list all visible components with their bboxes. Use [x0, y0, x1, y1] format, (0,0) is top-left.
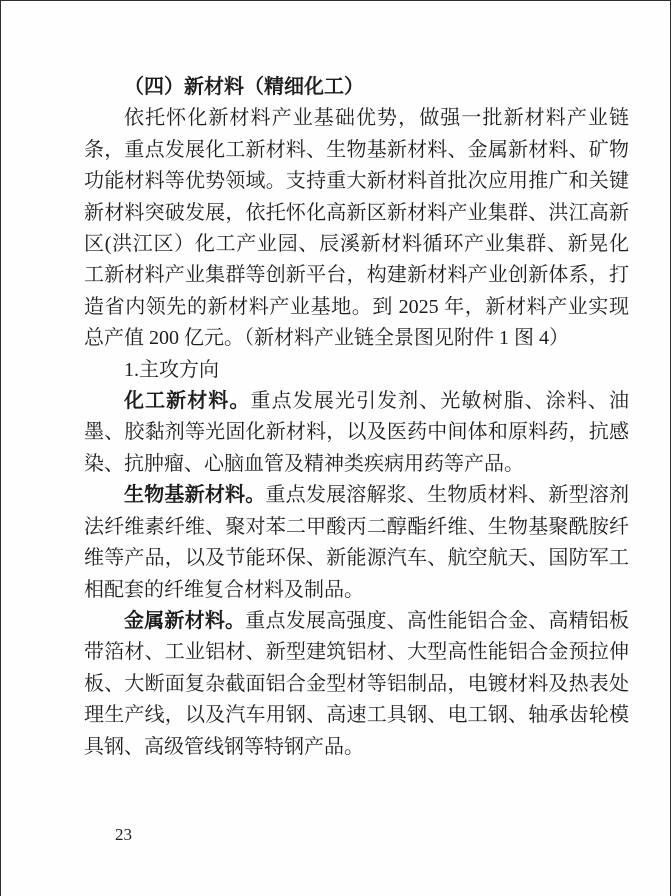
intro-paragraph: 依托怀化新材料产业基础优势，做强一批新材料产业链条，重点发展化工新材料、生物基新材料、金属新材料、矿物功能材料等优势领域。支持重大新材料首批次应用推广和关键新材料突破发展，依托怀化高新区新材料产业集群、洪江高新区(洪江区）化工产业园、辰溪新材料循环产业集群、新晃化工新材料产业集群等创新平台，构建新材料产业创新体系，打造省内领先的新材料产业基地。到 2025 年，新材料产业实现总产值 200 亿元。（新材料产业链全景图见附件 1 图 4）: [84, 107, 629, 350]
topic-text-chemical-materials: 重点发展光引发剂、光敏树脂、涂料、油墨、胶黏剂等光固化新材料，以及医药中间体和原料药，抗感染、抗肿瘤、心脑血管及精神类疾病用药等产品。: [84, 390, 630, 475]
topic-text-bio-based-materials: 重点发展溶解浆、生物质材料、新型溶剂法纤维素纤维、聚对苯二甲酸丙二醇酯纤维、生物基聚酰胺纤维等产品，以及节能环保、新能源汽车、航空航天、国防军工相配套的纤维复合材料及制品。: [84, 484, 630, 601]
topic-text-metal-materials: 重点发展高强度、高性能铝合金、高精铝板带箔材、工业铝材、新型建筑铝材、大型高性能铝合金预拉伸板、大断面复杂截面铝合金型材等铝制品，电镀材料及热表处理生产线，以及汽车用钢、高速工具钢、电工钢、轴承齿轮模具钢、高级管线钢等特钢产品。: [84, 609, 629, 758]
topic-paragraph-chemical-materials: [84, 386, 629, 480]
page-number: 23: [115, 825, 132, 844]
topic-lead-bio-based-materials: 生物基新材料。: [124, 484, 266, 507]
text-block: [84, 72, 629, 763]
topic-lead-chemical-materials: 化工新材料。: [124, 390, 251, 413]
topic-lead-metal-materials: 金属新材料。: [124, 609, 246, 632]
topic-paragraph-metal-materials: [84, 606, 629, 763]
topic-paragraph-bio-based-materials: [84, 480, 629, 606]
subsection-heading: 1.主攻方向: [124, 358, 219, 381]
section-heading: （四）新材料（精细化工）: [124, 76, 364, 98]
